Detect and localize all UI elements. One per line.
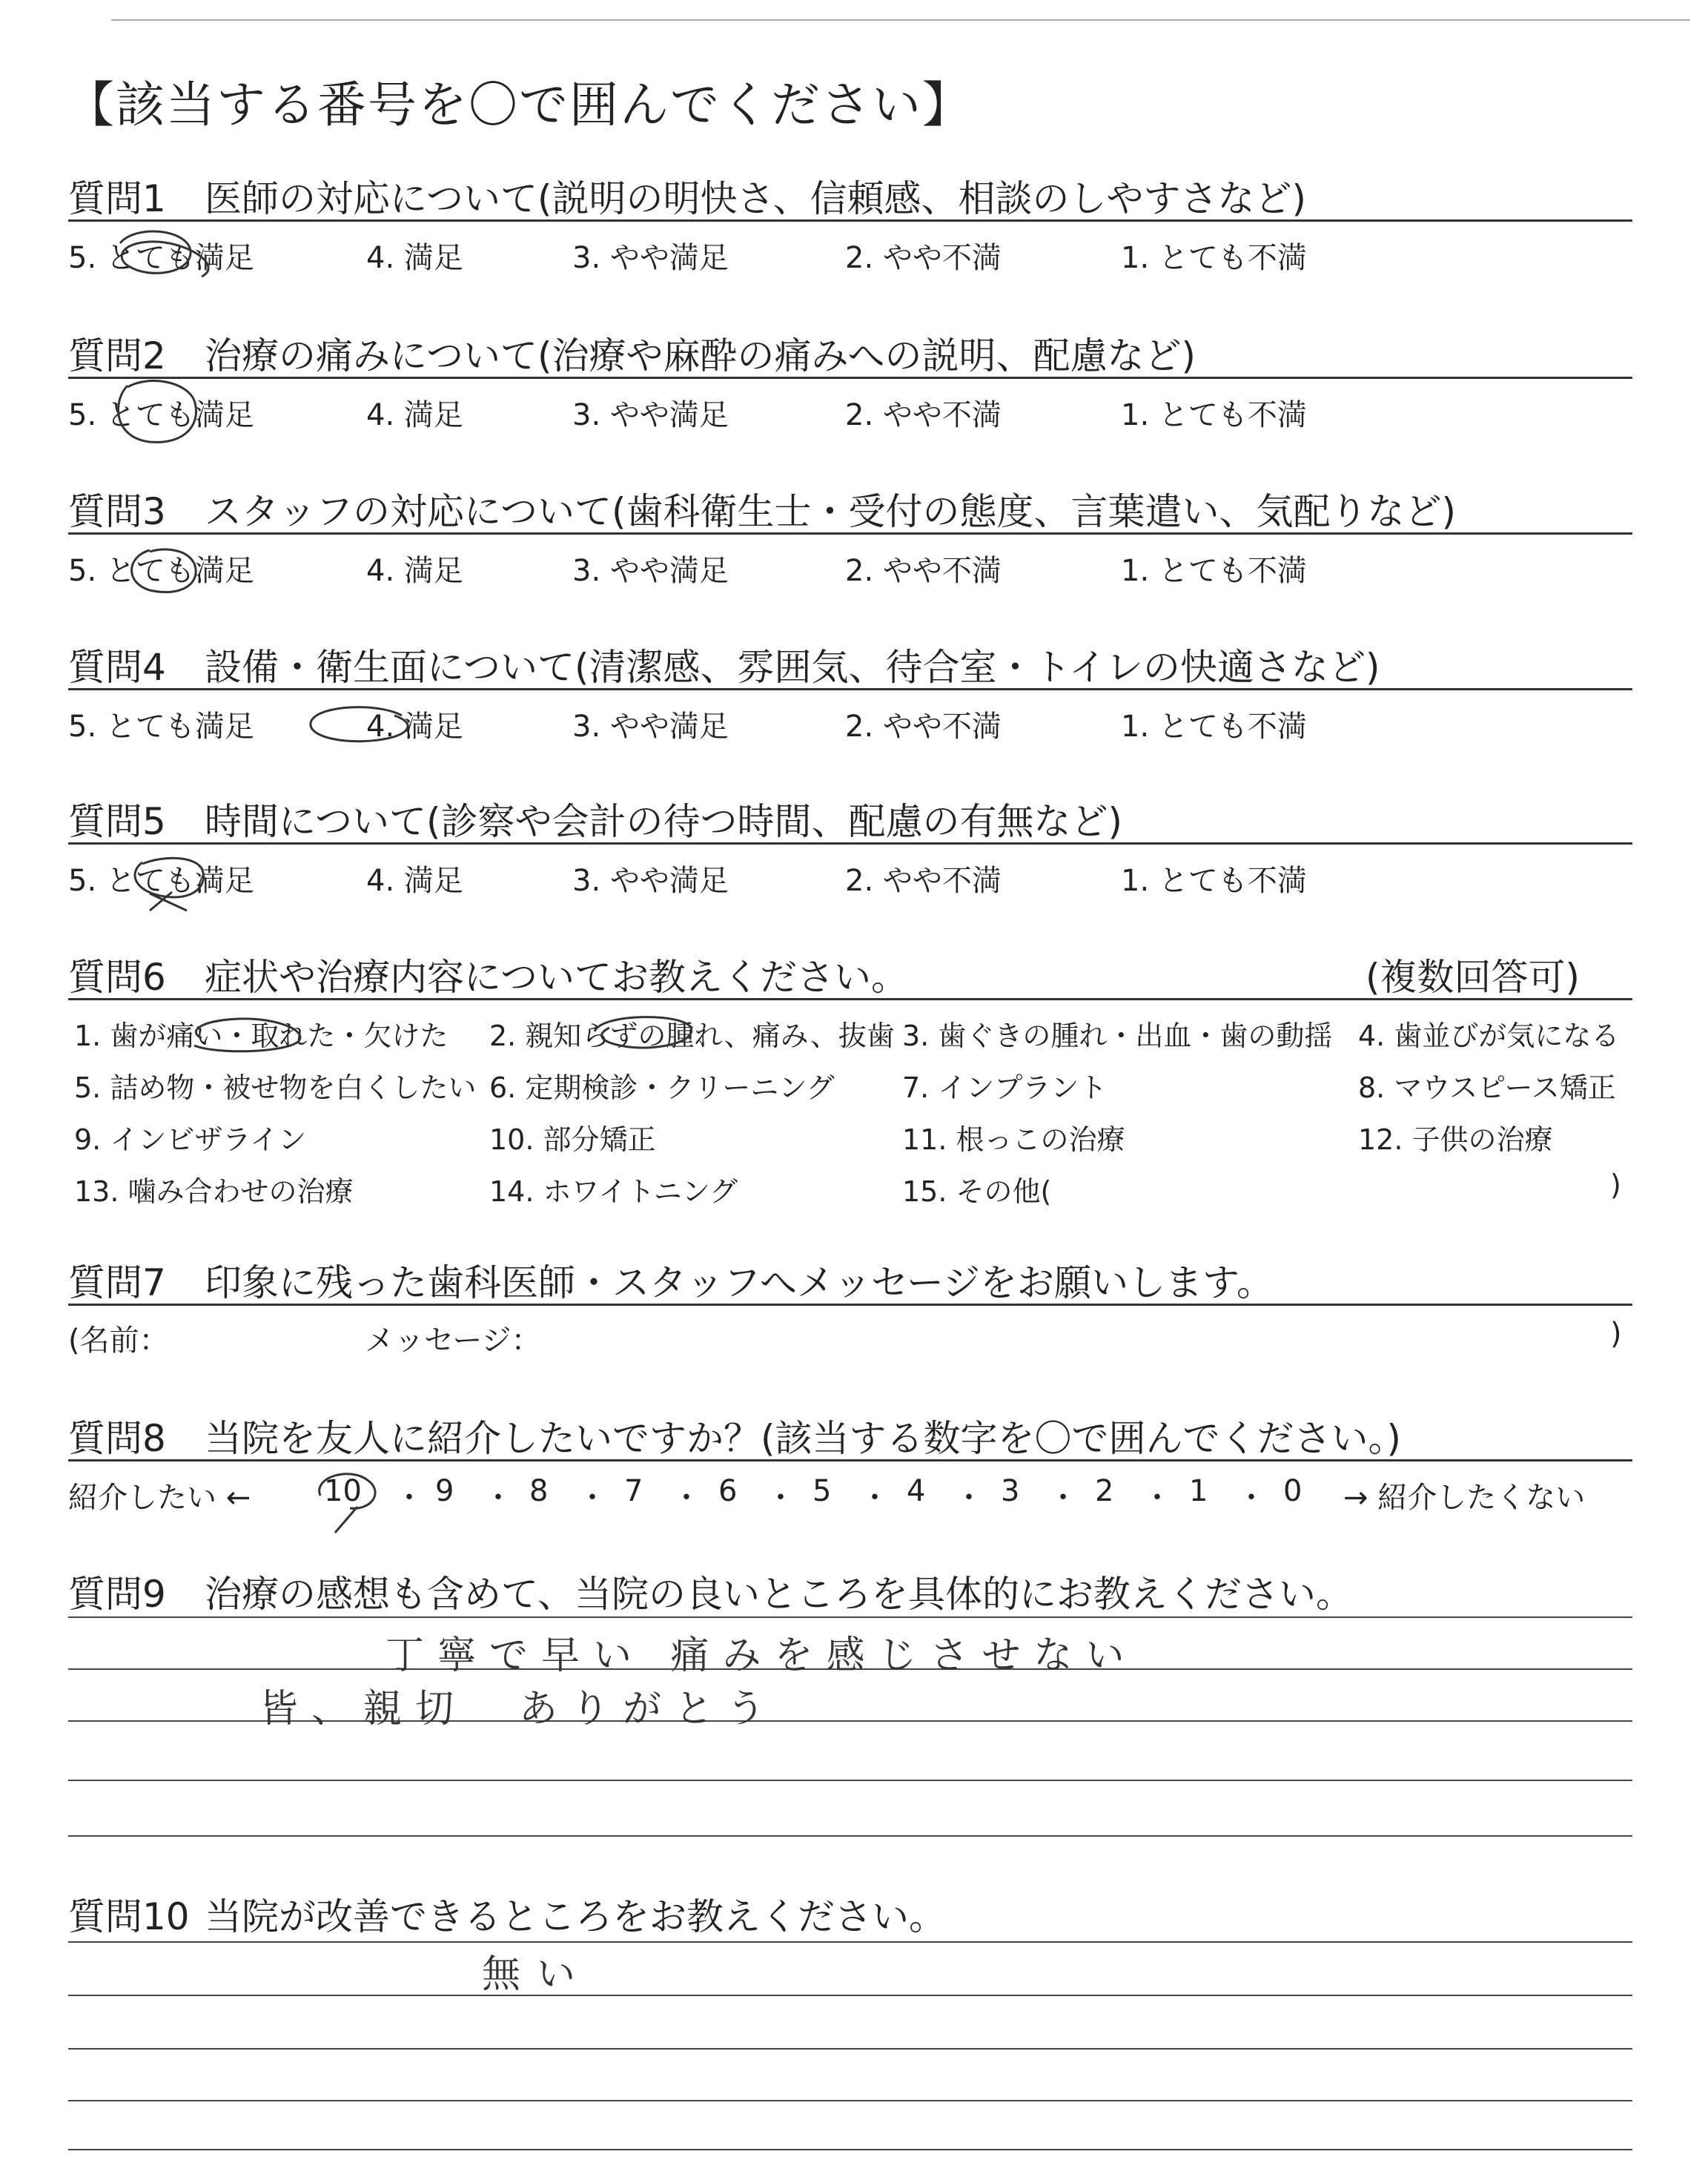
q8-circle-mark — [305, 1462, 394, 1536]
q5-option-4[interactable]: 4. 満足 — [366, 864, 463, 898]
q8-score-4[interactable]: 4 — [907, 1474, 926, 1508]
question-1-number: 質問1 — [68, 177, 166, 220]
q4-option-5[interactable]: 5. とても満足 — [68, 710, 254, 744]
q1-circle-mark — [105, 221, 239, 288]
question-8-heading — [68, 1409, 1401, 1462]
question-2 — [68, 326, 1632, 445]
question-10-text: 当院が改善できるところをお教えください。 — [205, 1895, 946, 1938]
q10-rule-2 — [68, 1995, 1632, 1996]
q6-option-11[interactable]: 11. 根っこの治療 — [902, 1123, 1125, 1156]
question-6-number: 質問6 — [68, 956, 166, 999]
q10-rule-4 — [68, 2100, 1632, 2101]
q8-score-3[interactable]: 3 — [1001, 1474, 1020, 1508]
question-4-heading — [68, 638, 1380, 691]
q6-option-10[interactable]: 10. 部分矯正 — [489, 1123, 656, 1156]
question-1-rule — [68, 219, 1632, 222]
question-8-number: 質問8 — [68, 1417, 166, 1460]
q6-item2-circle-mark — [580, 1005, 713, 1057]
q8-sep: ・ — [577, 1481, 607, 1515]
q6-option-9[interactable]: 9. インビザライン — [74, 1123, 307, 1156]
q3-option-4[interactable]: 4. 満足 — [366, 554, 463, 588]
q8-sep: ・ — [766, 1481, 795, 1515]
question-10-heading — [68, 1887, 946, 1941]
question-1-heading — [68, 169, 1306, 222]
question-2-rule — [68, 377, 1632, 379]
question-9-number: 質問9 — [68, 1573, 166, 1616]
q6-option-4[interactable]: 4. 歯並びが気になる — [1358, 1020, 1620, 1052]
question-1 — [68, 169, 1632, 288]
q8-score-6[interactable]: 6 — [718, 1474, 738, 1508]
q6-option-6[interactable]: 6. 定期検診・クリーニング — [489, 1071, 835, 1104]
q4-option-2[interactable]: 2. やや不満 — [845, 710, 1002, 744]
question-3-text: スタッフの対応について(歯科衛生士・受付の態度、言葉遣い、気配りなど) — [205, 490, 1457, 533]
q6-option-15-close: ) — [1610, 1169, 1621, 1201]
question-6-text: 症状や治療内容についてお教えください。 — [205, 956, 908, 999]
q2-option-1[interactable]: 1. とても不満 — [1121, 398, 1307, 432]
q6-option-8[interactable]: 8. マウスピース矯正 — [1358, 1071, 1616, 1104]
q2-option-3[interactable]: 3. やや満足 — [572, 398, 729, 432]
q8-sep: ・ — [483, 1481, 513, 1515]
q6-option-2[interactable]: 2. 親知らずの腫れ、痛み、抜歯 — [489, 1020, 895, 1052]
question-9-text: 治療の感想も含めて、当院の良いところを具体的にお教えください。 — [205, 1573, 1353, 1616]
question-9-heading — [68, 1565, 1353, 1618]
q8-score-0[interactable]: 0 — [1283, 1474, 1302, 1508]
q1-option-4[interactable]: 4. 満足 — [366, 241, 463, 275]
question-7-text: 印象に残った歯科医師・スタッフへメッセージをお願いします。 — [205, 1261, 1274, 1304]
question-2-text: 治療の痛みについて(治療や麻酔の痛みへの説明、配慮など) — [205, 334, 1196, 377]
question-8 — [68, 1409, 1632, 1527]
question-4 — [68, 638, 1632, 756]
question-6-heading — [68, 948, 908, 1001]
q6-option-7[interactable]: 7. インプラント — [902, 1071, 1108, 1104]
q8-sep: ・ — [954, 1481, 984, 1515]
q2-option-2[interactable]: 2. やや不満 — [845, 398, 1002, 432]
q2-option-5[interactable]: 5. とても満足 — [68, 398, 254, 432]
q8-sep: ・ — [1237, 1481, 1266, 1515]
q5-option-1[interactable]: 1. とても不満 — [1121, 864, 1307, 898]
q4-circle-mark — [298, 697, 431, 756]
q9-rule-1 — [68, 1616, 1632, 1618]
question-3-number: 質問3 — [68, 490, 166, 533]
q1-option-5[interactable]: 5. とても満足 — [68, 241, 254, 275]
top-border — [111, 19, 1690, 21]
q9-answer-line-1: 丁寧で早い 痛みを感じさせない — [385, 1634, 1138, 1678]
question-7-heading — [68, 1253, 1274, 1307]
question-6-rule — [68, 998, 1632, 1000]
q6-option-13[interactable]: 13. 噛み合わせの治療 — [74, 1175, 354, 1208]
q10-rule-5 — [68, 2149, 1632, 2150]
q7-close-paren: ) — [1610, 1317, 1622, 1351]
q5-option-5[interactable]: 5. とても満足 — [68, 864, 254, 898]
question-5-text: 時間について(診察や会計の待つ時間、配慮の有無など) — [205, 800, 1123, 843]
question-4-number: 質問4 — [68, 646, 166, 689]
question-6 — [68, 948, 1632, 1215]
q8-score-7[interactable]: 7 — [624, 1474, 643, 1508]
form-title: 【該当する番号を〇で囲んでください】 — [65, 76, 973, 133]
question-7-rule — [68, 1304, 1632, 1306]
q10-rule-1 — [68, 1941, 1632, 1943]
q4-option-3[interactable]: 3. やや満足 — [572, 710, 729, 744]
question-5-number: 質問5 — [68, 800, 166, 843]
question-2-number: 質問2 — [68, 334, 166, 377]
question-7-number: 質問7 — [68, 1261, 166, 1304]
q5-option-2[interactable]: 2. やや不満 — [845, 864, 1002, 898]
q6-item1-circle-mark — [172, 1008, 335, 1060]
q8-right-label: → 紹介したくない — [1343, 1481, 1586, 1515]
q8-sep: ・ — [860, 1481, 890, 1515]
q6-option-14[interactable]: 14. ホワイトニング — [489, 1175, 738, 1208]
question-5 — [68, 792, 1632, 911]
question-4-rule — [68, 688, 1632, 690]
question-7 — [68, 1253, 1632, 1372]
q3-option-2[interactable]: 2. やや不満 — [845, 554, 1002, 588]
question-8-rule — [68, 1459, 1632, 1462]
question-1-text: 医師の対応について(説明の明快さ、信頼感、相談のしやすさなど) — [205, 177, 1307, 220]
q2-circle-mark — [105, 371, 239, 452]
q1-option-2[interactable]: 2. やや不満 — [845, 241, 1002, 275]
q8-score-9[interactable]: 9 — [435, 1474, 454, 1508]
q5-circle-mark — [113, 848, 246, 914]
q8-sep: ・ — [1048, 1481, 1078, 1515]
q8-left-label: 紹介したい ← — [68, 1481, 251, 1515]
q6-option-3[interactable]: 3. 歯ぐきの腫れ・出血・歯の動揺 — [902, 1020, 1333, 1052]
q8-sep: ・ — [1142, 1481, 1172, 1515]
q10-answer: 無い — [482, 1952, 592, 1997]
q6-option-1[interactable]: 1. 歯が痛い・取れた・欠けた — [74, 1020, 448, 1052]
q8-score-1[interactable]: 1 — [1189, 1474, 1208, 1508]
q9-rule-5 — [68, 1835, 1632, 1837]
q1-option-1[interactable]: 1. とても不満 — [1121, 241, 1307, 275]
q9-answer-line-2: 皆、親切 ありがとう — [259, 1687, 779, 1731]
q7-name-label: (名前： — [68, 1324, 169, 1358]
q2-option-4[interactable]: 4. 満足 — [366, 398, 463, 432]
q8-score-2[interactable]: 2 — [1095, 1474, 1114, 1508]
q8-score-5[interactable]: 5 — [812, 1474, 832, 1508]
question-8-text: 当院を友人に紹介したいですか？(該当する数字を〇で囲んでください。) — [205, 1417, 1402, 1460]
q3-circle-mark — [113, 541, 239, 601]
q6-option-12[interactable]: 12. 子供の治療 — [1358, 1123, 1553, 1156]
question-5-heading — [68, 792, 1122, 845]
question-5-rule — [68, 842, 1632, 845]
q3-option-1[interactable]: 1. とても不満 — [1121, 554, 1307, 588]
q3-option-5[interactable]: 5. とても満足 — [68, 554, 254, 588]
q4-option-1[interactable]: 1. とても不満 — [1121, 710, 1307, 744]
question-10 — [68, 1887, 1632, 1976]
q1-option-3[interactable]: 3. やや満足 — [572, 241, 729, 275]
question-3 — [68, 482, 1632, 601]
q10-rule-3 — [68, 2048, 1632, 2050]
q4-option-4[interactable]: 4. 満足 — [366, 710, 463, 744]
question-3-rule — [68, 532, 1632, 535]
q8-score-10[interactable]: 10 — [324, 1474, 362, 1508]
question-10-number: 質問10 — [68, 1895, 190, 1938]
q5-option-3[interactable]: 3. やや満足 — [572, 864, 729, 898]
question-3-heading — [68, 482, 1456, 535]
q8-sep: ・ — [394, 1481, 424, 1515]
question-6-multiple-note: (複数回答可) — [1366, 956, 1580, 999]
q7-message-label: メッセージ： — [365, 1324, 541, 1358]
q6-option-15[interactable]: 15. その他( — [902, 1175, 1052, 1208]
q8-sep: ・ — [672, 1481, 701, 1515]
q3-option-3[interactable]: 3. やや満足 — [572, 554, 729, 588]
q6-option-5[interactable]: 5. 詰め物・被せ物を白くしたい — [74, 1071, 477, 1104]
question-4-text: 設備・衛生面について(清潔感、雰囲気、待合室・トイレの快適さなど) — [205, 646, 1380, 689]
q9-rule-4 — [68, 1780, 1632, 1781]
q8-score-8[interactable]: 8 — [529, 1474, 549, 1508]
